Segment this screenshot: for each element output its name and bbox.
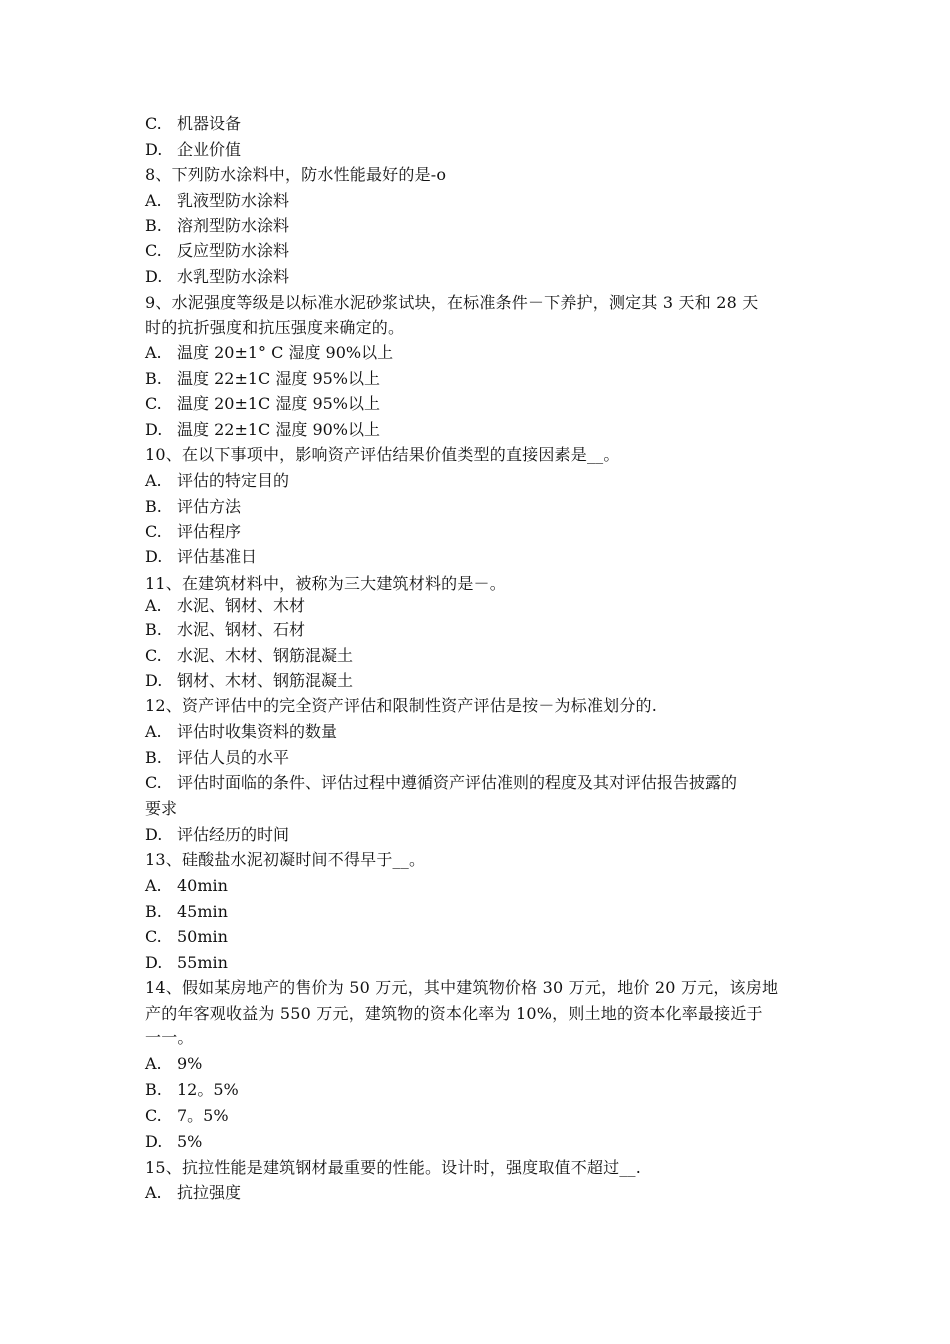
question-line: 11、在建筑材料中，被称为三大建筑材料的是－。 [145,574,506,593]
option-text: 水乳型防水涂料 [177,267,290,286]
option-text: 反应型防水涂料 [177,241,290,260]
option-letter: D. [145,825,163,844]
question-line: 12、资产评估中的完全资产评估和限制性资产评估是按－为标准划分的. [145,696,658,715]
option-text: 抗拉强度 [177,1183,242,1202]
option-text: 水泥、木材、钢筋混凝土 [177,646,354,665]
option-text: 水泥、钢材、木材 [177,596,306,615]
option-line [145,368,825,390]
option-text: 机器设备 [177,114,242,133]
option-letter: B. [145,620,162,639]
option-letter: B. [145,1080,162,1099]
question-line: 产的年客观收益为 550 万元，建筑物的资本化率为 10%，则土地的资本化率最接近于 [145,1004,763,1023]
option-text: 溶剂型防水涂料 [177,216,290,235]
option-line [145,721,825,743]
option-letter: C. [145,114,162,133]
option-letter: C. [145,646,162,665]
option-letter: A. [145,343,162,362]
question-line: 8、下列防水涂料中，防水性能最好的是-o [145,165,447,184]
option-line [145,240,825,262]
option-letter: D. [145,420,163,439]
option-line [145,393,825,415]
option-text: 评估方法 [177,497,242,516]
option-letter: C. [145,1106,162,1125]
option-line [145,266,825,288]
question-line: 15、抗拉性能是建筑钢材最重要的性能。设计时，强度取值不超过__. [145,1158,642,1177]
option-text: 温度 22±1C 湿度 90%以上 [177,420,381,439]
option-letter: D. [145,547,163,566]
option-line [145,901,825,923]
question-line: 10、在以下事项中，影响资产评估结果价值类型的直接因素是__。 [145,445,620,464]
option-line [145,747,825,769]
option-text: 温度 22±1C 湿度 95%以上 [177,369,381,388]
option-line [145,139,825,161]
option-text: 温度 20±1° C 湿度 90%以上 [177,343,394,362]
option-line [145,521,825,543]
option-letter: D. [145,140,163,159]
option-line [145,1079,825,1101]
option-letter: B. [145,369,162,388]
option-letter: A. [145,1183,162,1202]
question-line: 9、水泥强度等级是以标准水泥砂浆试块，在标准条件－下养护，测定其 3 天和 28 天 [145,293,759,312]
option-line [145,1182,825,1204]
option-letter: A. [145,596,162,615]
option-line [145,952,825,974]
option-line [145,619,825,641]
option-text: 5% [177,1132,203,1151]
option-line [145,113,825,135]
option-letter: D. [145,953,163,972]
option-letter: A. [145,191,162,210]
option-letter: C. [145,522,162,541]
option-continuation: 要求 [145,799,178,818]
option-line [145,419,825,441]
option-text: 9% [177,1054,203,1073]
option-letter: C. [145,241,162,260]
option-text: 评估经历的时间 [177,825,290,844]
option-text: 45min [177,902,228,921]
option-text: 水泥、钢材、石材 [177,620,306,639]
option-letter: B. [145,497,162,516]
option-line [145,1105,825,1127]
option-letter: D. [145,267,163,286]
option-letter: D. [145,671,163,690]
option-letter: A. [145,471,162,490]
option-line [145,342,825,364]
option-letter: A. [145,1054,162,1073]
option-text: 12。5% [177,1080,239,1099]
option-text: 55min [177,953,228,972]
option-text: 温度 20±1C 湿度 95%以上 [177,394,381,413]
question-line: 14、假如某房地产的售价为 50 万元，其中建筑物价格 30 万元，地价 20 万元，该房地 [145,978,779,997]
option-line [145,772,825,794]
option-text: 评估程序 [177,522,242,541]
option-text: 评估基准日 [177,547,258,566]
option-text: 40min [177,876,228,895]
option-line [145,926,825,948]
option-text: 50min [177,927,228,946]
option-text: 评估人员的水平 [177,748,290,767]
option-text: 评估时面临的条件、评估过程中遵循资产评估准则的程度及其对评估报告披露的 [177,773,738,792]
option-letter: B. [145,748,162,767]
question-line: 13、硅酸盐水泥初凝时间不得早于__。 [145,850,426,869]
option-letter: B. [145,216,162,235]
option-text: 评估的特定目的 [177,471,290,490]
option-line [145,470,825,492]
option-text: 7。5% [177,1106,229,1125]
option-letter: C. [145,927,162,946]
option-line [145,496,825,518]
option-line [145,595,825,617]
option-text: 钢材、木材、钢筋混凝土 [177,671,354,690]
option-line [145,190,825,212]
option-text: 评估时收集资料的数量 [177,722,338,741]
question-line: 时的抗折强度和抗压强度来确定的。 [145,318,405,337]
option-line [145,546,825,568]
option-letter: D. [145,1132,163,1151]
option-letter: C. [145,773,162,792]
option-line [145,824,825,846]
option-line [145,875,825,897]
option-line [145,215,825,237]
option-letter: A. [145,876,162,895]
question-line: 一一。 [145,1028,194,1047]
option-line [145,670,825,692]
option-line [145,1053,825,1075]
option-text: 乳液型防水涂料 [177,191,290,210]
option-line [145,645,825,667]
option-letter: A. [145,722,162,741]
option-letter: C. [145,394,162,413]
option-text: 企业价值 [177,140,242,159]
option-line [145,1131,825,1153]
option-letter: B. [145,902,162,921]
